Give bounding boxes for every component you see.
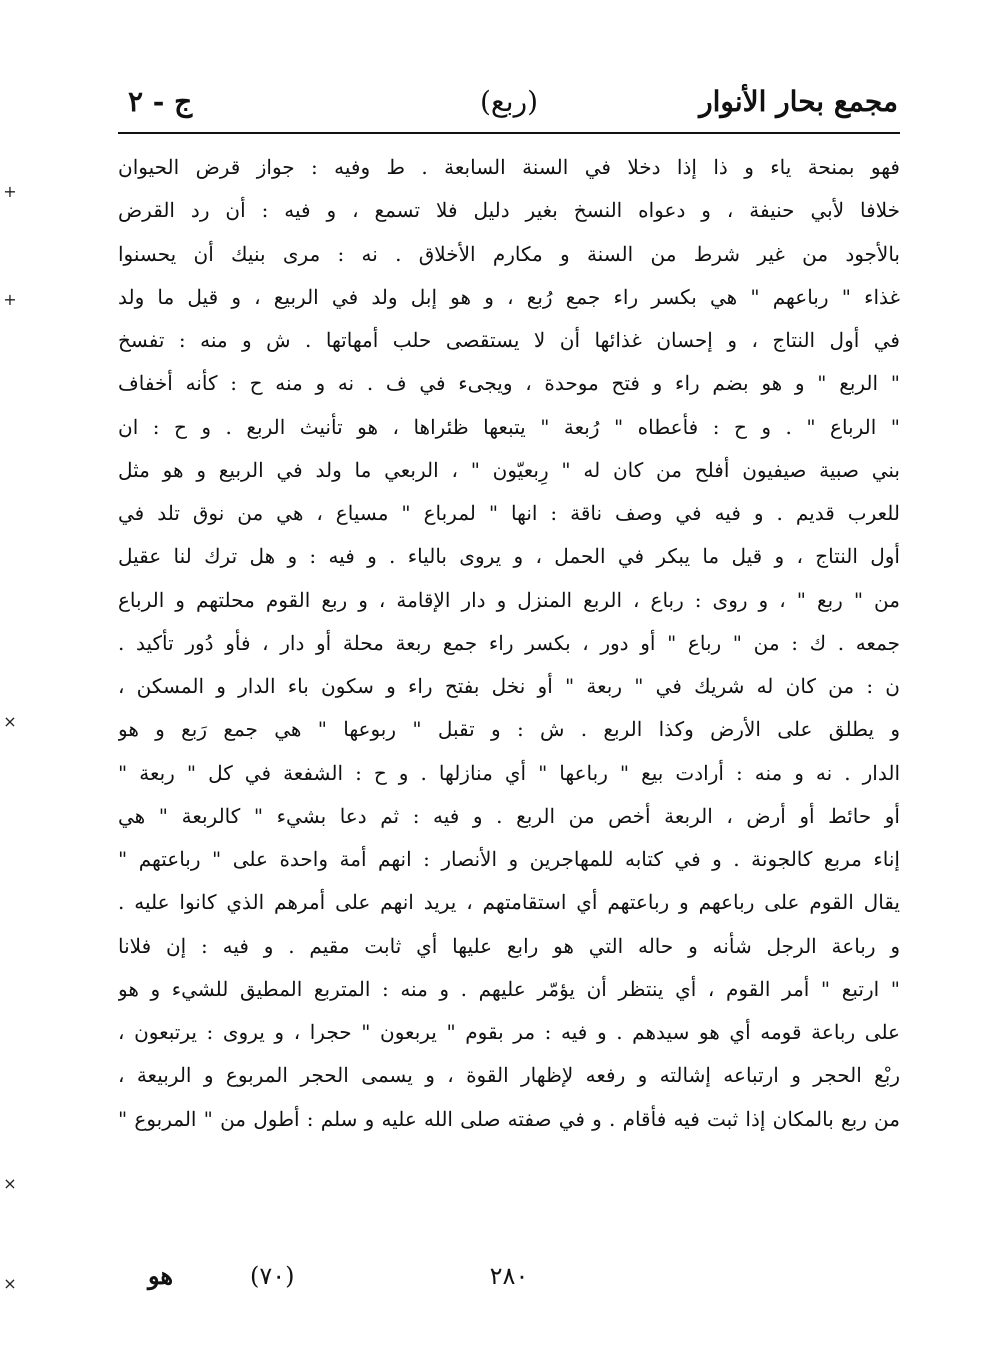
page-footer [118,1258,900,1298]
margin-mark: + [3,182,17,201]
text-line: و رباعة الرجل شأنه و حاله التي هو رابع عليها أي ثابت مقيم . و فيه : إن فلانا [118,933,900,958]
margin-mark: + [3,290,17,309]
text-line: أو حائط أو أرض ، الربعة أخص من الربع . و فيه : ثم دعا بشيء " كالربعة " هي [118,803,900,828]
margin-mark: × [3,1274,17,1293]
margin-mark: × [3,1174,17,1193]
text-line: من " ربع " ، و روى : رباع ، الربع المنزل و دار الإقامة ، و ربع القوم محلتهم و الرباع [118,587,900,612]
text-line: على رباعة قومه أي هو سيدهم . و فيه : مر بقوم " يربعون " حجرا ، و يروى : يرتبعون ، [118,1020,900,1044]
body-text [118,146,900,1141]
text-line: غذاء " رباعهم " هي بكسر راء جمع رُبع ، و هو إبل ولد في الربيع ، و قيل ما ولد [118,284,900,309]
page-number: ٢٨٠ [489,1262,529,1290]
text-line: و يطلق على الأرض وكذا الربع . ش : و تقبل " ربوعها " هي جمع رَبع و هو [118,717,900,742]
text-line: فهو بمنحة ياء و ذا إذا دخلا في السنة السابعة . ط وفيه : جواز قرض الحيوان [118,155,900,179]
text-line: خلافا لأبي حنيفة ، و دعواه النسخ بغير دليل فلا تسمع ، و فيه : أن رد القرض [118,198,900,223]
text-line: أول النتاج ، و قيل ما يبكر في الحمل ، و يروى بالياء . و فيه : و هل ترك لنا عقيل [118,544,900,569]
header-rule [118,132,900,134]
series-number: (٧٠) [250,1262,295,1290]
entry-word: (ربع) [479,85,539,118]
text-line: الدار . نه و منه : أرادت بيع " رباعها " أي منازلها . و ح : الشفعة في كل " ربعة " [118,760,900,785]
running-header [120,82,898,126]
text-line: " ارتبع " أمر القوم ، أي ينتظر أن يؤمّر عليهم . و منه : المتربع المطيق للشيء و هو [118,976,900,1001]
text-line: إناء مربع كالجونة . و في كتابه للمهاجرين و الأنصار : انهم أمة واحدة على " رباعتهم " [118,847,900,871]
book-title: مجمع بحار الأنوار [699,85,898,118]
text-line: للعرب قديم . و فيه في وصف ناقة : انها " لمرباع " مسياع ، هي من نوق تلد في [118,501,900,525]
text-line: من ربع بالمكان إذا ثبت فيه فأقام . و في صفته صلى الله عليه و سلم : أطول من " المربوع " [118,1106,900,1131]
text-line: " الرباع " . و ح : فأعطاه " رُبعة " يتبعها ظئراها ، هو تأنيث الربع . و ح : ان [118,414,900,439]
text-line: بني صبية صيفيون أفلح من كان له " رِبعيّون " ، الربعي ما ولد في الربيع و هو مثل [118,457,900,482]
text-line: بالأجود من غير شرط من السنة و مكارم الأخلاق . نه : مرى بنيك أن يحسنوا [118,241,900,266]
text-line: في أول النتاج ، و إحسان غذائها أن لا يستقصى حلب أمهاتها . ش و منه : تفسخ [118,328,900,352]
text-line: جمعه . ك : من " رباع " أو دور ، بكسر راء جمع ربعة محلة أو دار ، فأو دُور تأكيد . [118,630,900,655]
volume-number: ج - ٢ [128,85,193,118]
margin-mark: × [3,712,17,731]
text-line: " الربع " و هو بضم راء و فتح موحدة ، ويجىء في ف . نه و منه ح : كأنه أخفاف [118,371,900,396]
text-line: ربْع الحجر و ارتباعه إشالته و رفعه لإظهار القوة ، و يسمى الحجر المربوع و الربيعة ، [118,1063,900,1088]
text-line: ن : من كان له شريك في " ربعة " أو نخل بفتح راء و سكون باء الدار و المسكن ، [118,674,900,698]
catchword: هو [148,1261,174,1290]
text-line: يقال القوم على رباعهم و رباعتهم أي استقامتهم ، يريد انهم على أمرهم الذي كانوا عليه . [118,890,900,915]
